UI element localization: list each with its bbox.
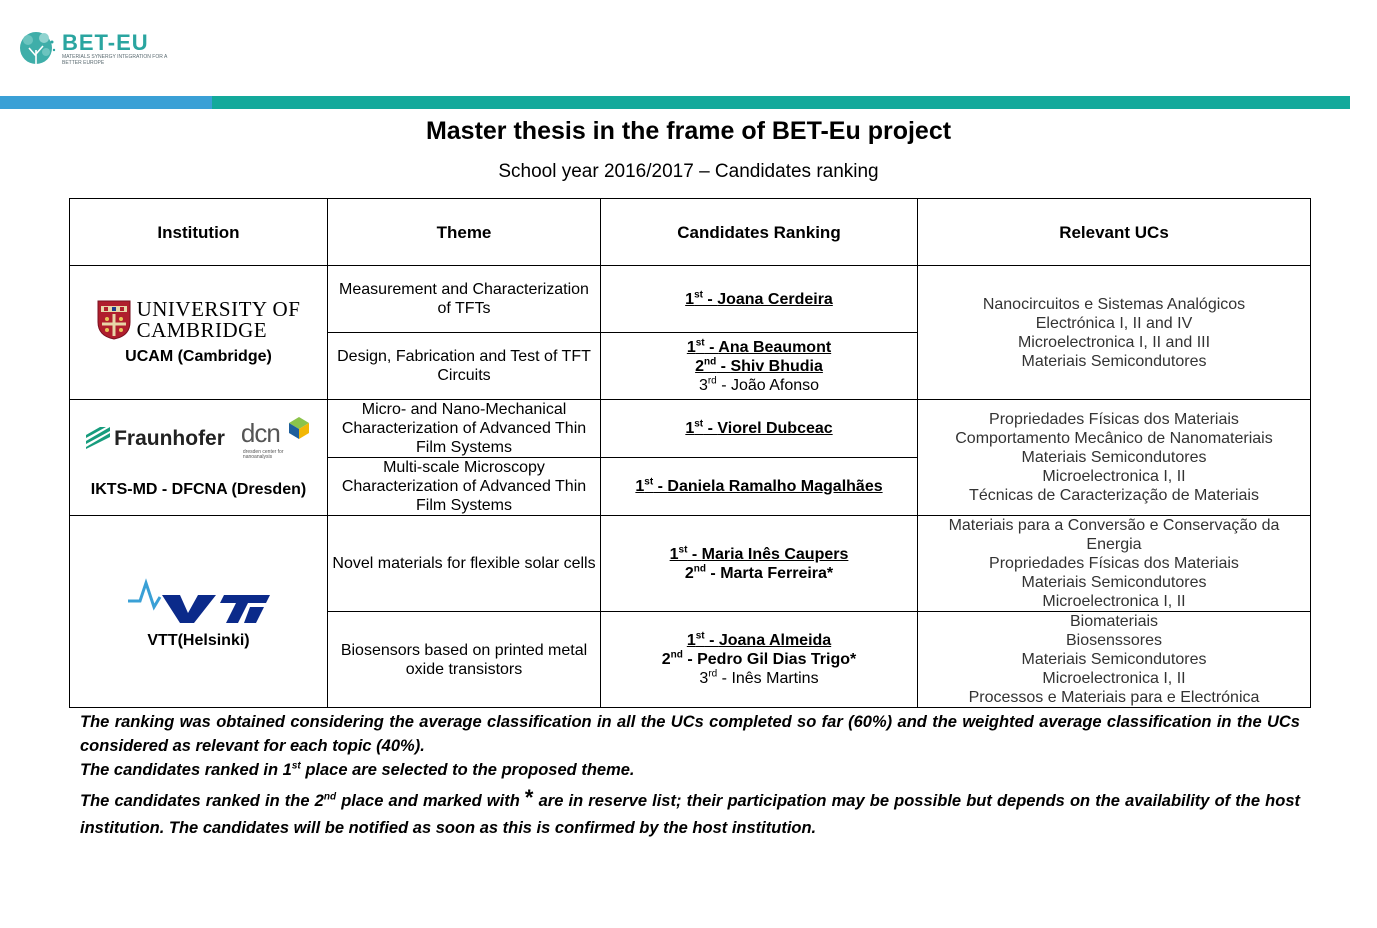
theme-cell: Design, Fabrication and Test of TFT Circuits <box>328 333 601 400</box>
candidate-rank: 1st - Ana Beaumont <box>686 337 832 356</box>
note-first-place: The candidates ranked in 1st place are selected to the proposed theme. <box>80 760 635 779</box>
candidate-rank: 2nd - Shiv Bhudia <box>695 356 823 375</box>
header-institution: Institution <box>70 199 328 266</box>
cambridge-logo <box>74 299 323 341</box>
dcn-logo <box>241 416 311 460</box>
uc-item: Materiais Semicondutores <box>1021 574 1207 591</box>
candidates-cell <box>601 333 918 400</box>
uc-item: Microelectronica I, II <box>1042 593 1186 610</box>
candidate-rank: 1st - Joana Almeida <box>686 630 832 649</box>
header-candidates-ranking: Candidates Ranking <box>601 199 918 266</box>
ucs-cell <box>918 400 1311 516</box>
uc-item: Materiais Semicondutores <box>1021 449 1207 466</box>
uc-item: Técnicas de Caracterização de Materiais <box>969 487 1259 504</box>
uc-item: Microelectronica I, II and III <box>1017 333 1211 351</box>
dresden-logos <box>74 416 323 460</box>
uc-item: Biosenssores <box>1065 632 1163 649</box>
theme-cell: Novel materials for flexible solar cells <box>328 516 601 612</box>
uc-item: Materiais Semicondutores <box>1021 651 1207 668</box>
candidate-rank: 3rd - João Afonso <box>698 375 820 394</box>
table-row <box>70 516 1311 612</box>
page-title: Master thesis in the frame of BET-Eu project <box>425 117 952 145</box>
uc-item: Electrónica I, II and IV <box>1035 314 1193 332</box>
institution-name: UCAM (Cambridge) <box>125 348 272 365</box>
candidate-rank: 3rd - Inês Martins <box>699 668 819 687</box>
bet-eu-logo <box>18 28 168 72</box>
institution-cell-vtt <box>70 516 328 708</box>
header-band-left <box>0 96 212 109</box>
header-band-right <box>212 96 1350 109</box>
dcn-tagline: dresden center for nanoanalysis <box>242 449 284 460</box>
theme-cell: Multi-scale Microscopy Characterization of Advanced Thin Film Systems <box>328 458 601 516</box>
header-theme: Theme <box>328 199 601 266</box>
table-row <box>70 400 1311 458</box>
uc-item: Processos e Materiais para e Electrónica <box>968 689 1260 706</box>
dcn-cube-icon <box>287 416 311 440</box>
candidates-cell <box>601 458 918 516</box>
note-ranking-method: The ranking was obtained considering the average classification in all the UCs completed so far (60%) and the weighted average classification in the UCs considered as relevant for each topic (40%). <box>80 713 1300 755</box>
candidate-rank-reserve: 2nd - Marta Ferreira* <box>684 563 834 582</box>
candidates-cell <box>601 612 918 708</box>
vtt-logo-text: VTT <box>123 560 154 577</box>
table-header-row <box>70 199 1311 266</box>
page-subtitle: School year 2016/2017 – Candidates ranking <box>498 161 879 182</box>
fraunhofer-logo <box>86 427 225 449</box>
ucs-cell <box>918 266 1311 400</box>
candidate-rank: 1st - Viorel Dubceac <box>685 418 833 437</box>
uc-item: Materiais para a Conversão e Conservação da Energia <box>948 517 1280 553</box>
notes <box>80 710 1300 842</box>
note-reserve-list: The candidates ranked in the 2nd place and marked with * are in reserve list; their participation may be possible but depends on the availability of the host institution. The candidates will be notified as soon as this is confirmed by the host institution. <box>80 785 1301 837</box>
candidates-cell <box>601 266 918 333</box>
fraunhofer-stripes-icon <box>86 427 110 449</box>
cambridge-wordmark <box>137 299 301 341</box>
candidates-cell <box>601 516 918 612</box>
uc-item: Propriedades Físicas dos Materiais <box>989 411 1239 428</box>
ucs-cell <box>918 516 1311 612</box>
fraunhofer-wordmark: Fraunhofer <box>114 426 225 450</box>
vtt-logo <box>123 560 274 625</box>
institution-cell-dresden <box>70 400 328 516</box>
ranking-table <box>69 198 1311 708</box>
candidate-rank-reserve: 2nd - Pedro Gil Dias Trigo* <box>661 649 857 668</box>
dcn-wordmark: dcn <box>240 418 280 448</box>
uc-item: Microelectronica I, II <box>1042 468 1186 485</box>
candidate-rank: 1st - Maria Inês Caupers <box>669 544 849 563</box>
candidate-rank: 1st - Daniela Ramalho Magalhães <box>635 476 883 495</box>
uc-item: Biomateriais <box>1069 613 1159 630</box>
theme-cell: Measurement and Characterization of TFTs <box>328 266 601 333</box>
uc-item: Propriedades Físicas dos Materiais <box>989 555 1239 572</box>
candidate-rank: 1st - Joana Cerdeira <box>685 289 833 308</box>
uc-item: Materiais Semicondutores <box>1021 352 1207 370</box>
theme-cell: Micro- and Nano-Mechanical Characterization of Advanced Thin Film Systems <box>328 400 601 458</box>
uc-item: Comportamento Mecânico de Nanomateriais <box>955 430 1273 447</box>
theme-cell: Biosensors based on printed metal oxide transistors <box>328 612 601 708</box>
cambridge-crest-icon <box>97 300 131 340</box>
institution-name: VTT(Helsinki) <box>147 632 250 649</box>
table-row <box>70 266 1311 333</box>
cambridge-wordmark-line2: CAMBRIDGE <box>136 318 268 342</box>
tree-icon <box>18 28 58 70</box>
logo-tagline: MATERIALS SYNERGY INTEGRATION FOR A BETTER EUROPE <box>62 54 168 66</box>
cambridge-wordmark-line1: UNIVERSITY OF <box>136 297 301 321</box>
ucs-cell <box>918 612 1311 708</box>
uc-item: Microelectronica I, II <box>1042 670 1186 687</box>
institution-name: IKTS-MD - DFCNA (Dresden) <box>90 481 307 498</box>
logo-wordmark: BET-EU <box>62 30 149 55</box>
header-relevant-ucs: Relevant UCs <box>918 199 1311 266</box>
institution-cell-cambridge <box>70 266 328 400</box>
uc-item: Nanocircuitos e Sistemas Analógicos <box>982 295 1246 313</box>
candidates-cell <box>601 400 918 458</box>
